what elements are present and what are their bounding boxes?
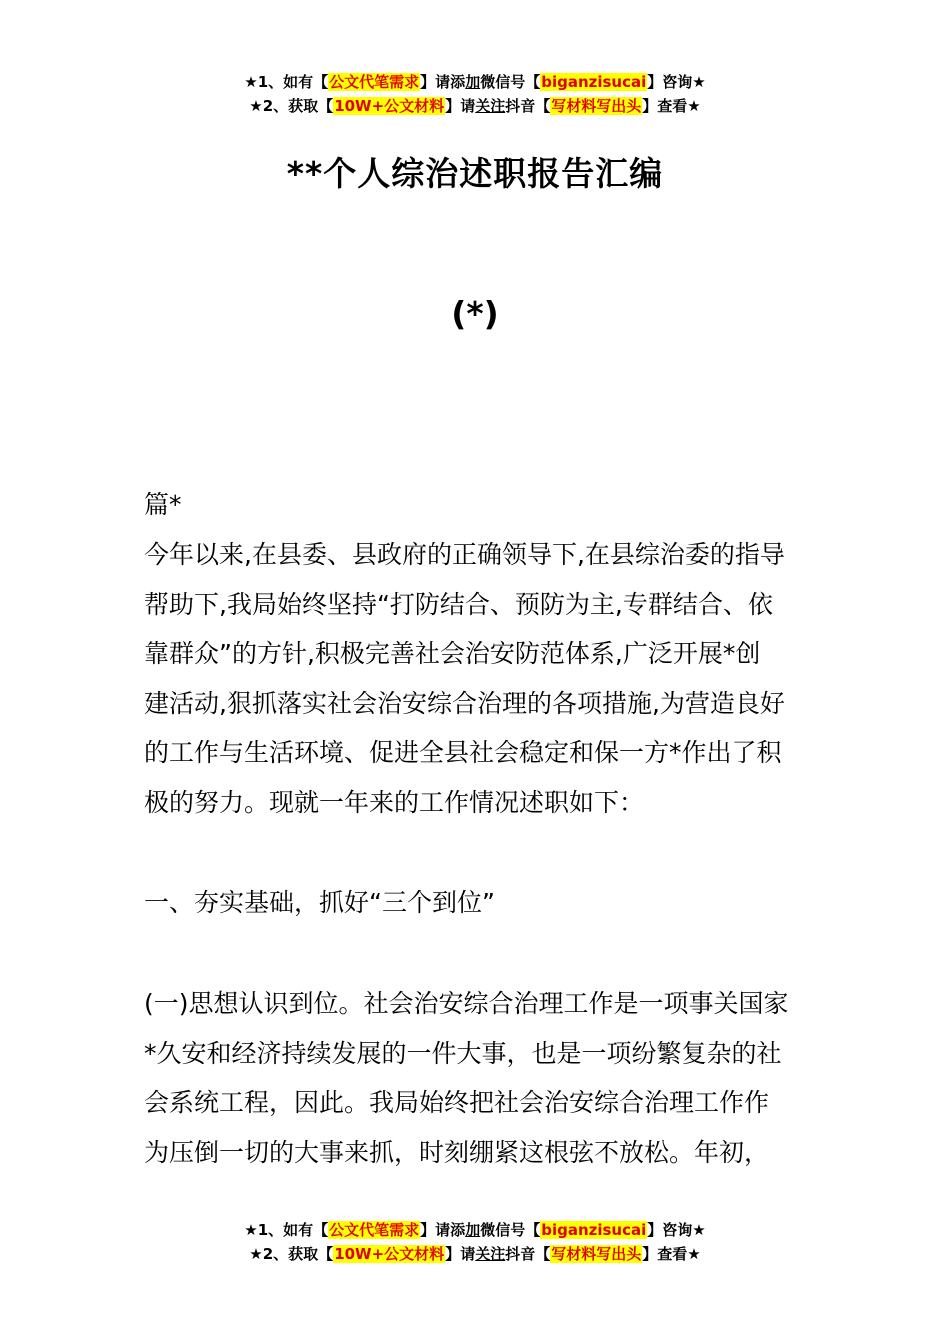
banner-line-2-text-b: 抖音【 (505, 1245, 551, 1263)
paragraph-line: *久安和经济持续发展的一件大事，也是一项纷繁复杂的社 (144, 1038, 782, 1068)
paragraph-line: 帮助下,我局始终坚持“打防结合、预防为主,专群结合、依 (144, 589, 773, 619)
section-label: 篇* (144, 490, 182, 519)
header-banner (0, 70, 950, 118)
document-subtitle: (*) (451, 294, 499, 333)
paragraph-line: 为压倒一切的大事来抓，时刻绷紧这根弦不放松。年初， (144, 1137, 770, 1167)
banner-line-1-highlight-wechat-id: biganzisucai (541, 1221, 647, 1239)
banner-line-2-suffix: 】查看★ (642, 1245, 701, 1263)
paragraph-line: 会系统工程，因此。我局始终把社会治安综合治理工作作 (144, 1088, 770, 1117)
banner-line-2-suffix: 】查看★ (642, 97, 701, 115)
banner-line-1-prefix: ★1、如有【 (244, 73, 329, 91)
banner-line-2-text-underlined: 关注 (475, 97, 506, 115)
document-title: **个人综治述职报告汇编 (286, 154, 664, 193)
banner-line-1-text-underlined: 加 (465, 1221, 481, 1239)
banner-line-1-highlight-service: 公文代笔需求 (329, 1221, 420, 1239)
banner-line-1-highlight-wechat-id: biganzisucai (541, 73, 647, 91)
banner-line-1-suffix: 】咨询★ (647, 1221, 706, 1239)
banner-line-2-text-underlined: 关注 (475, 1245, 506, 1263)
banner-line-1-text-a: 】请添 (420, 1221, 466, 1239)
banner-line-2-highlight-materials: 10W+公文材料 (334, 1245, 445, 1263)
banner-line-2-text-b: 抖音【 (505, 97, 551, 115)
banner-line-2-text-a: 】请 (445, 97, 476, 115)
paragraph-line: 极的努力。现就一年来的工作情况述职如下： (144, 787, 645, 817)
paragraph-line: 的工作与生活环境、促进全县社会稳定和保一方*作出了积 (144, 738, 782, 767)
banner-line-1-text-b: 微信号【 (480, 73, 541, 91)
paragraph-line: 今年以来,在县委、县政府的正确领导下,在县综治委的指导 (144, 540, 785, 569)
banner-line-1-prefix: ★1、如有【 (244, 1221, 329, 1239)
banner-line-1-text-a: 】请添 (420, 73, 466, 91)
banner-line-1-suffix: 】咨询★ (647, 73, 706, 91)
paragraph-line: (一)思想认识到位。社会治安综合治理工作是一项事关国家 (144, 989, 789, 1018)
section-heading: 一、夯实基础，抓好“三个到位” (144, 888, 495, 917)
banner-line-2-highlight-account: 写材料写出头 (551, 1245, 642, 1263)
banner-line-1-text-b: 微信号【 (480, 1221, 541, 1239)
banner-line-1 (0, 70, 950, 94)
banner-line-2-prefix: ★2、获取【 (249, 97, 334, 115)
paragraph-line: 建活动,狠抓落实社会治安综合治理的各项措施,为营造良好 (144, 688, 785, 718)
banner-line-1-text-underlined: 加 (465, 73, 481, 91)
banner-line-1-highlight-service: 公文代笔需求 (329, 73, 420, 91)
banner-line-1 (0, 1218, 950, 1242)
footer-banner (0, 1218, 950, 1266)
paragraph-line: 靠群众”的方针,积极完善社会治安防范体系,广泛开展*创 (144, 639, 761, 668)
banner-line-2 (0, 94, 950, 118)
banner-line-2-prefix: ★2、获取【 (249, 1245, 334, 1263)
banner-line-2-highlight-account: 写材料写出头 (551, 97, 642, 115)
banner-line-2 (0, 1242, 950, 1266)
banner-line-2-highlight-materials: 10W+公文材料 (334, 97, 445, 115)
banner-line-2-text-a: 】请 (445, 1245, 476, 1263)
paragraph-thought (144, 979, 810, 1177)
paragraph-intro (144, 530, 810, 827)
